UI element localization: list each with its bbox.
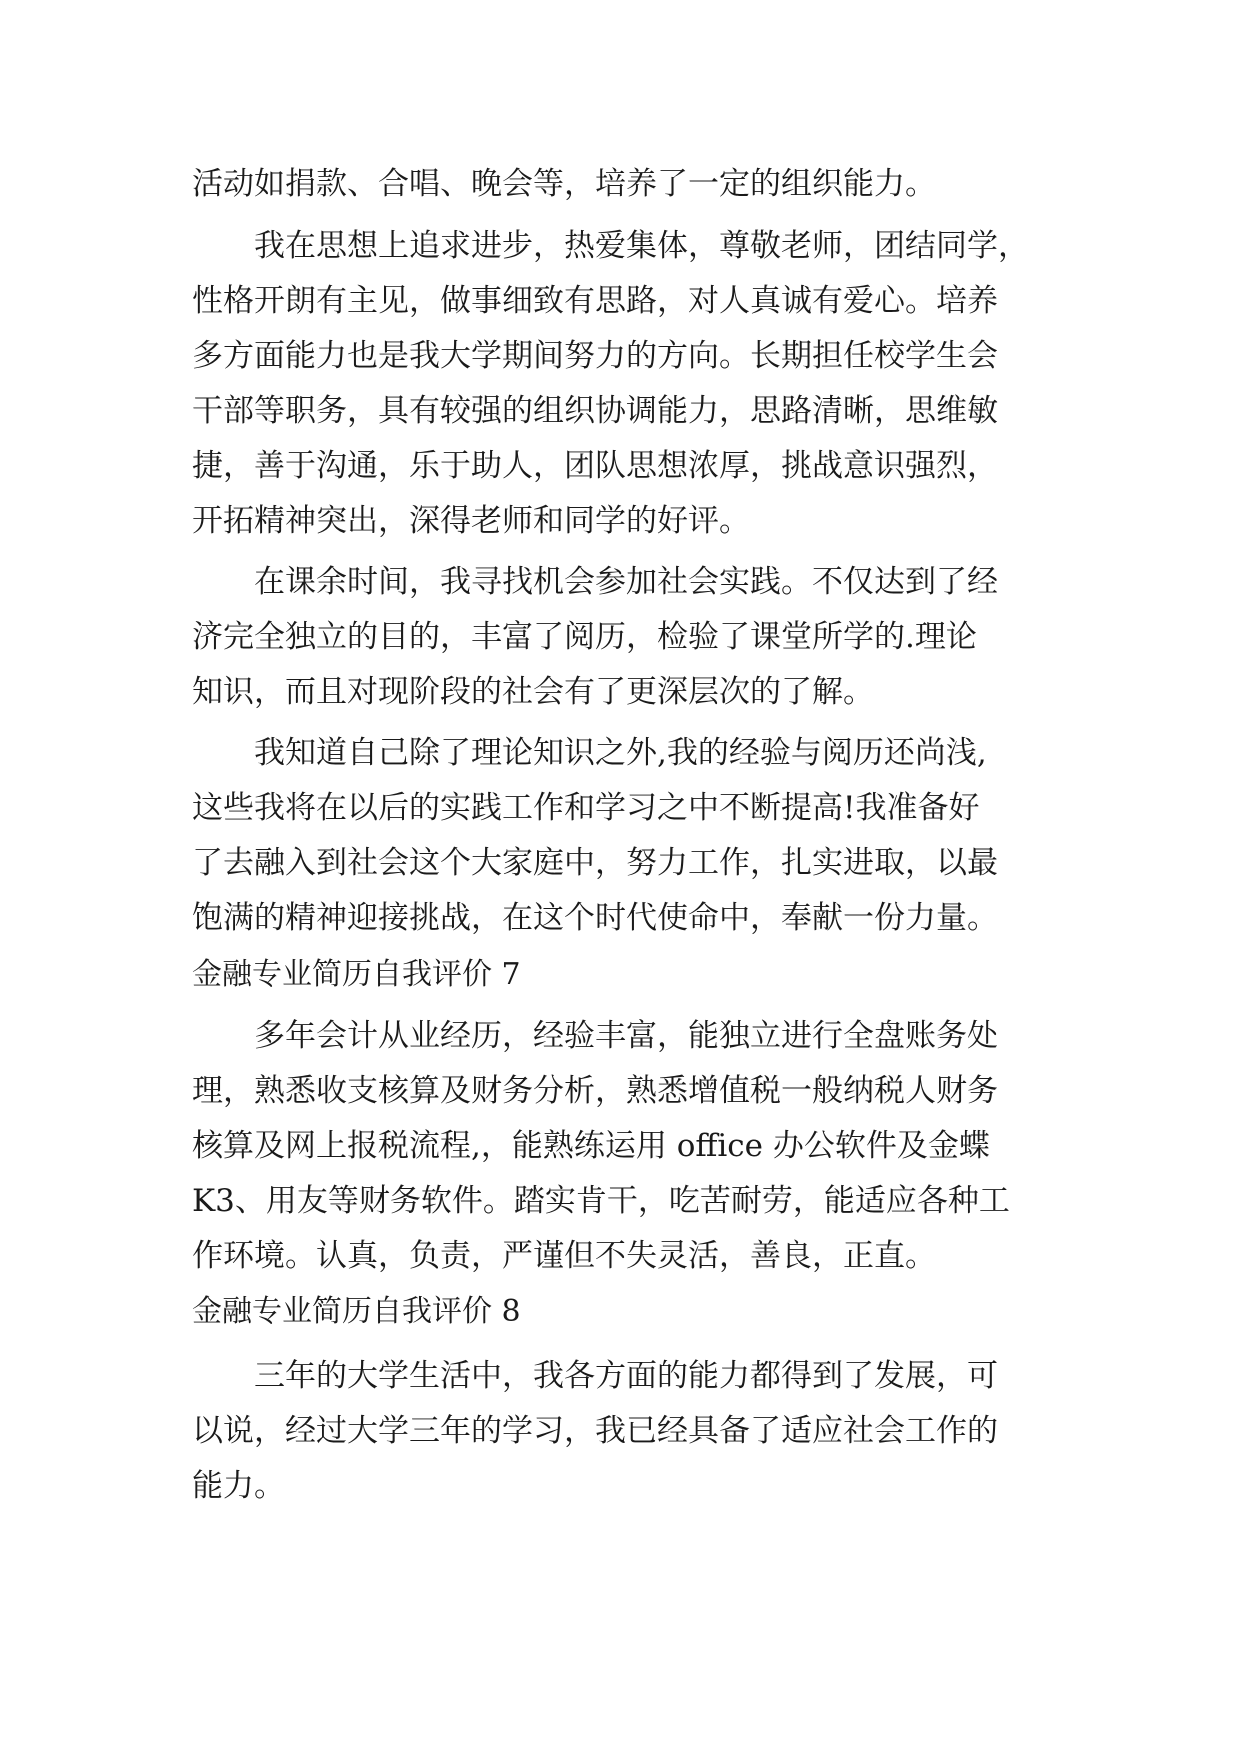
paragraph-line: 性格开朗有主见，做事细致有思路，对人真诚有爱心。培养	[192, 283, 998, 319]
paragraph-line: 知识，而且对现阶段的社会有了更深层次的了解。	[192, 674, 874, 710]
paragraph-line: 三年的大学生活中，我各方面的能力都得到了发展，可	[254, 1358, 998, 1394]
paragraph-line: 以说，经过大学三年的学习，我已经具备了适应社会工作的	[192, 1413, 998, 1449]
paragraph-line: 了去融入到社会这个大家庭中，努力工作，扎实进取，以最	[192, 845, 998, 881]
paragraph-line: 这些我将在以后的实践工作和学习之中不断提高!我准备好	[192, 790, 980, 826]
paragraph-line: K3、用友等财务软件。踏实肯干，吃苦耐劳，能适应各种工	[192, 1183, 1010, 1219]
paragraph-line: 干部等职务，具有较强的组织协调能力，思路清晰，思维敏	[192, 393, 998, 429]
paragraph-line: 我在思想上追求进步，热爱集体，尊敬老师，团结同学，	[254, 228, 1029, 264]
paragraph-line: 开拓精神突出，深得老师和同学的好评。	[192, 503, 750, 539]
paragraph-line: 多方面能力也是我大学期间努力的方向。长期担任校学生会	[192, 338, 998, 374]
paragraph-line: 活动如捐款、合唱、晚会等，培养了一定的组织能力。	[192, 166, 936, 202]
paragraph-line: 济完全独立的目的，丰富了阅历，检验了课堂所学的.理论	[192, 619, 977, 655]
paragraph-line: 饱满的精神迎接挑战，在这个时代使命中，奉献一份力量。	[192, 900, 998, 936]
paragraph-line: 核算及网上报税流程,，能熟练运用 office 办公软件及金蝶	[192, 1128, 990, 1164]
paragraph-line: 理，熟悉收支核算及财务分析，熟悉增值税一般纳税人财务	[192, 1073, 998, 1109]
section-heading: 金融专业简历自我评价 8	[192, 1294, 521, 1329]
paragraph-line: 在课余时间，我寻找机会参加社会实践。不仅达到了经	[254, 564, 998, 600]
paragraph-line: 能力。	[192, 1468, 285, 1504]
paragraph-line: 多年会计从业经历，经验丰富，能独立进行全盘账务处	[254, 1018, 998, 1054]
paragraph-line: 我知道自己除了理论知识之外,我的经验与阅历还尚浅,	[254, 735, 987, 771]
paragraph-line: 捷，善于沟通，乐于助人，团队思想浓厚，挑战意识强烈，	[192, 448, 998, 484]
paragraph-line: 作环境。认真，负责，严谨但不失灵活，善良，正直。	[192, 1238, 936, 1274]
section-heading: 金融专业简历自我评价 7	[192, 957, 521, 992]
